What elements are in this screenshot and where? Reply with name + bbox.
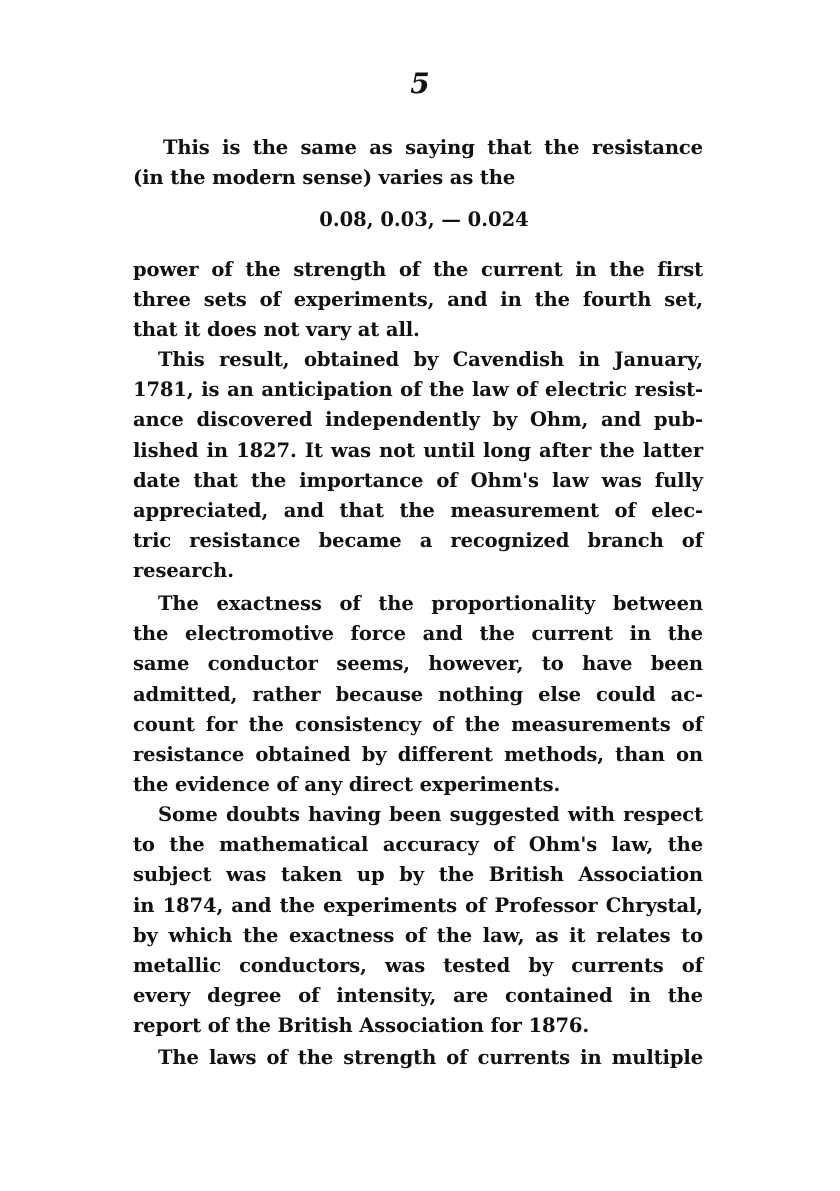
text-line: admitted, rather because nothing else could ac- [133, 682, 703, 706]
text-line: ance discovered independently by Ohm, and pub- [133, 408, 703, 432]
text-line: tric resistance became a recognized branch of [133, 529, 703, 553]
text-line: Some doubts having been suggested with respect [158, 803, 703, 826]
formula: 0.08, 0.03, — 0.024 [319, 208, 529, 231]
text-line: appreciated, and that the measurement of elec- [133, 498, 703, 522]
text-line: The laws of the strength of currents in multiple [158, 1046, 703, 1069]
paragraph-cavendish [133, 345, 703, 587]
paragraph-continuation [133, 255, 703, 346]
text-line: power of the strength of the current in the first [133, 258, 703, 281]
text-line: three sets of experiments, and in the fourth set, [133, 288, 703, 312]
intro-paragraph [133, 133, 703, 193]
text-line: (in the modern sense) varies as the [133, 166, 516, 190]
text-line: same conductor seems, however, to have been [133, 652, 703, 676]
paragraph-british-association [133, 800, 703, 1042]
text-line: count for the consistency of the measurements of [133, 712, 703, 736]
text-line: to the mathematical accuracy of Ohm's law, the [133, 833, 703, 857]
text-line: 1781, is an anticipation of the law of electric resist- [133, 378, 703, 402]
text-line: The exactness of the proportionality between [158, 592, 703, 615]
text-line: This result, obtained by Cavendish in January, [158, 348, 703, 371]
text-line: subject was taken up by the British Association [133, 863, 703, 887]
text-line: research. [133, 559, 234, 583]
page-number: 5 [410, 67, 430, 100]
text-line: date that the importance of Ohm's law was fully [133, 468, 703, 492]
text-line: every degree of intensity, are contained in the [133, 984, 703, 1008]
paragraph-multiple-circuits [133, 1043, 703, 1073]
text-line: by which the exactness of the law, as it relates to [133, 923, 703, 947]
text-line: This is the same as saying that the resistance [163, 136, 703, 159]
text-line: that it does not vary at all. [133, 318, 420, 342]
text-line: the electromotive force and the current in the [133, 622, 703, 646]
paragraph-proportionality [133, 589, 703, 800]
text-line: report of the British Association for 1876. [133, 1014, 590, 1038]
text-line: in 1874, and the experiments of Professor Chrystal, [133, 893, 703, 917]
text-line: resistance obtained by different methods, than on [133, 742, 703, 766]
text-line: lished in 1827. It was not until long after the latter [133, 438, 703, 462]
text-line: the evidence of any direct experiments. [133, 773, 561, 797]
text-line: metallic conductors, was tested by currents of [133, 953, 703, 977]
